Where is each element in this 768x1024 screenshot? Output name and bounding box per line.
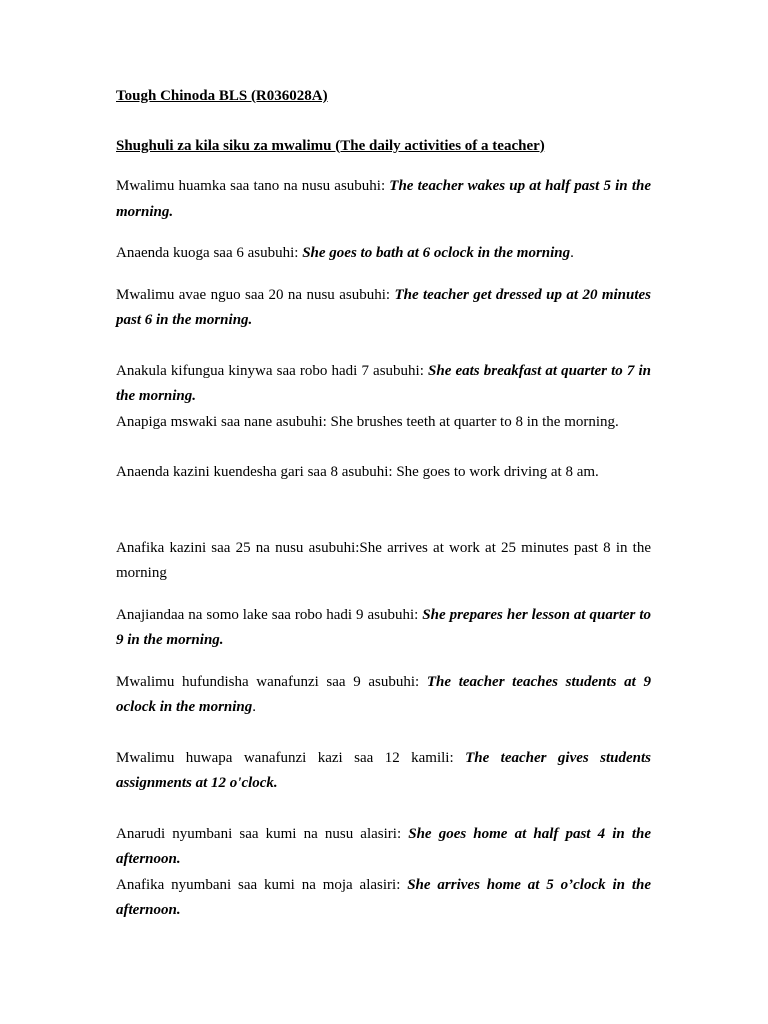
entry-swahili-text: Anaenda kuoga saa 6 asubuhi: [116,245,303,261]
entry-trailing-period: . [252,699,257,715]
entry-prepare-lesson [116,603,651,654]
entry-swahili-text: Anafika nyumbani saa kumi na moja alasiri: [116,876,408,893]
entry-teach-students [116,670,651,721]
entry-swahili-text: Mwalimu avae nguo saa 20 na nusu asubuhi: [116,286,395,303]
entry-english-text: She arrives at work at 25 minutes past 8 in the morning [116,539,651,581]
entry-swahili-text: Anaenda kazini kuendesha gari saa 8 asubuhi: [116,464,397,480]
entry-breakfast [116,359,651,410]
entry-swahili-text: Anajiandaa na somo lake saa robo hadi 9 asubuhi: [116,606,423,623]
entry-swahili-text: Anakula kifungua kinywa saa robo hadi 7 asubuhi: [116,362,429,379]
entry-trailing-period: . [570,245,574,261]
entry-go-home [116,822,651,873]
entry-get-dressed [116,283,651,334]
entry-swahili-text: Anapiga mswaki saa nane asubuhi: [116,413,331,430]
document-page [116,84,651,924]
entry-swahili-text: Anafika kazini saa 25 na nusu asubuhi: [116,539,360,556]
entry-go-to-work [116,460,651,486]
entry-arrive-at-work [116,536,651,587]
author-line: Tough Chinoda BLS (R036028A) [116,88,328,104]
entry-give-assignments [116,746,651,797]
entry-english-text: The teacher teaches students at 9 oclock in the morning [116,673,651,715]
entry-swahili-text: Anarudi nyumbani saa kumi na nusu alasiri: [116,825,409,842]
entry-english-text: She prepares her lesson at quarter to 9 in the morning. [116,606,651,648]
entry-english-text: She goes to work driving at 8 am. [396,464,599,480]
entry-english-text: She goes to bath at 6 oclock in the morning [302,245,571,261]
entry-swahili-text: Mwalimu huamka saa tano na nusu asubuhi: [116,178,390,194]
entry-swahili-text: Mwalimu huwapa wanafunzi kazi saa 12 kamili: [116,749,466,766]
entry-arrive-home [116,873,651,924]
entry-english-text: The teacher wakes up at half past 5 in the morning. [116,178,651,220]
entry-wake-up [116,174,651,225]
entry-swahili-text: Mwalimu hufundisha wanafunzi saa 9 asubuhi: [116,673,427,690]
entry-english-text: She eats breakfast at quarter to 7 in the morning. [116,362,651,404]
entry-brush-teeth [116,410,651,436]
entry-english-text: She goes home at half past 4 in the afternoon. [116,825,651,867]
entry-english-text: The teacher gives students assignments at 12 o'clock. [116,749,652,791]
document-heading: Shughuli za kila siku za mwalimu (The daily activities of a teacher) [116,137,545,154]
entry-english-text: She brushes teeth at quarter to 8 in the morning. [330,413,619,430]
entry-bath [116,241,651,267]
entry-english-text: The teacher get dressed up at 20 minutes past 6 in the morning. [116,286,652,328]
entry-english-text: She arrives home at 5 o’clock in the afternoon. [116,876,651,918]
